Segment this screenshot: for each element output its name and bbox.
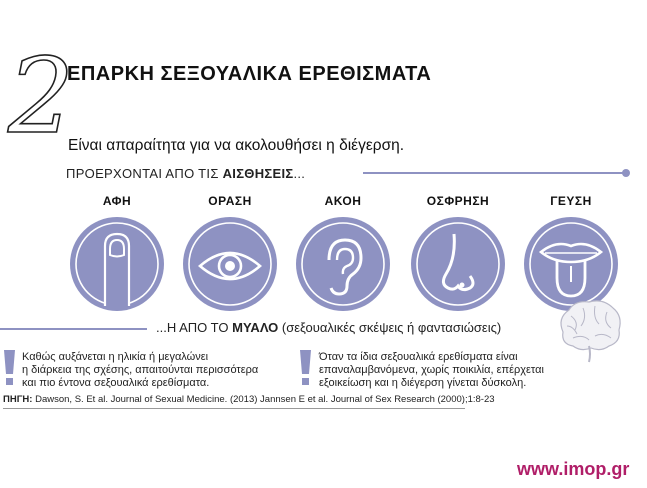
divider-line bbox=[363, 172, 626, 174]
exclamation-icon bbox=[299, 350, 312, 386]
sense-label: ΟΡΑΣΗ bbox=[208, 194, 252, 208]
sense-sight bbox=[175, 194, 285, 312]
brain-intro: ...Η ΑΠΟ ΤΟ ΜΥΑΛΟ (σεξουαλικές σκέψεις ή φαντασιώσεις) bbox=[156, 320, 502, 335]
note-line: Όταν τα ίδια σεξουαλικά ερεθίσματα είναι bbox=[319, 351, 518, 363]
ear-icon bbox=[295, 216, 391, 312]
sense-label: ΑΦΗ bbox=[102, 194, 132, 208]
source-divider bbox=[3, 408, 465, 409]
exclamation-icon bbox=[3, 350, 16, 386]
note-line: και πιο έντονα σεξουαλικά ερεθίσματα. bbox=[22, 377, 210, 389]
sense-smell bbox=[403, 194, 513, 312]
sense-label: ΓΕΥΣΗ bbox=[550, 194, 592, 208]
note-age bbox=[22, 351, 258, 390]
step-number bbox=[6, 35, 75, 157]
source-citation: ΠΗΓΗ: Dawson, S. Et al. Journal of Sexual Medicine. (2013) Jannsen E et al. Journal of Sex Research (2000);1:8-23 bbox=[3, 394, 495, 405]
finger-icon bbox=[69, 216, 165, 312]
page-subtitle: Είναι απαραίτητα για να ακολουθήσει η διέγερση. bbox=[68, 137, 405, 154]
divider-line-bottom bbox=[0, 328, 147, 330]
website-url[interactable]: www.imop.gr bbox=[517, 459, 630, 479]
nose-icon bbox=[410, 216, 506, 312]
divider-dot bbox=[622, 169, 630, 177]
sense-touch bbox=[62, 194, 172, 312]
note-line: η διάρκεια της σχέσης, απαιτούνται περισσότερα bbox=[22, 364, 259, 376]
step-number-text: 2 bbox=[8, 35, 75, 157]
note-repetition bbox=[319, 351, 544, 390]
senses-intro: ΠΡΟΕΡΧΟΝΤΑΙ ΑΠΟ ΤΙΣ ΑΙΣΘΗΣΕΙΣ... bbox=[66, 166, 306, 181]
page-title: ΕΠΑΡΚΗ ΣΕΞΟΥΑΛΙΚΑ ΕΡΕΘΙΣΜΑΤΑ bbox=[67, 63, 432, 85]
sense-label: ΟΣΦΡΗΣΗ bbox=[426, 194, 490, 208]
sense-hearing bbox=[288, 194, 398, 312]
brain-icon bbox=[553, 296, 625, 364]
note-line: εξοικείωση και η διέγερση γίνεται δύσκολη. bbox=[319, 377, 527, 389]
note-line: Καθώς αυξάνεται η ηλικία ή μεγαλώνει bbox=[22, 351, 209, 363]
sense-label: ΑΚΟΗ bbox=[324, 194, 362, 208]
note-line: επαναλαμβανόμενα, χωρίς ποικιλία, επέρχεται bbox=[319, 364, 544, 376]
sense-taste bbox=[516, 194, 626, 312]
eye-icon bbox=[182, 216, 278, 312]
